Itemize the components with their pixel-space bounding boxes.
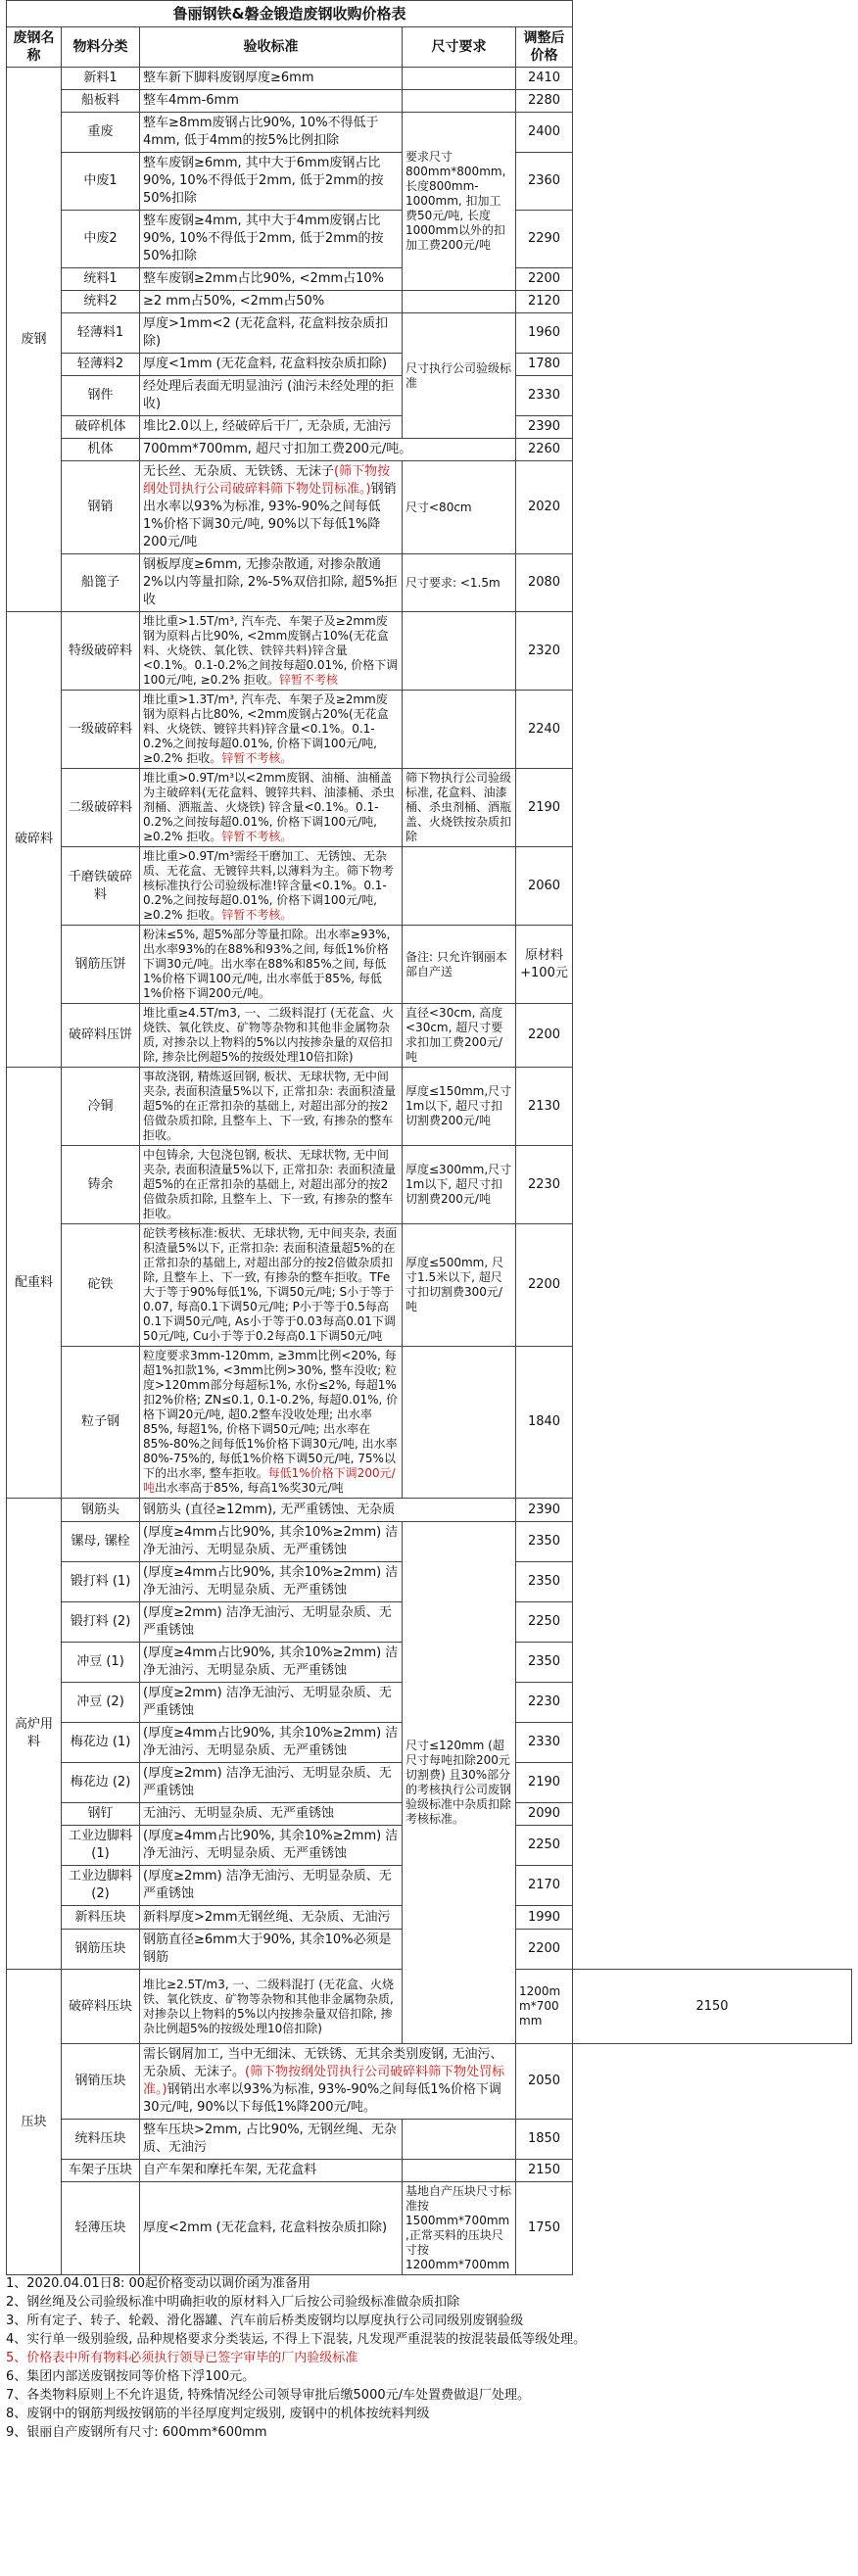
standard-text: 经处理后表面无明显油污 (油污未经处理的拒收) xyxy=(143,379,395,411)
standard-text: 700mm*700mm, 超尺寸扣加工费200元/吨。 xyxy=(143,442,412,456)
size-requirement: 1200mm*700mm xyxy=(516,1970,573,2044)
acceptance-standard xyxy=(140,2160,403,2182)
material-category: 一级破碎料 xyxy=(62,691,140,769)
material-category: 冲豆 (1) xyxy=(62,1643,140,1683)
acceptance-standard xyxy=(140,1347,403,1499)
material-category: 统料压块 xyxy=(62,2120,140,2160)
table-title: 鲁丽钢铁&磐金锻造废钢收购价格表 xyxy=(7,1,573,27)
table-row xyxy=(7,2044,852,2120)
material-category: 钢件 xyxy=(62,376,140,416)
table-row xyxy=(7,113,852,153)
adjusted-price: 2130 xyxy=(516,1068,573,1146)
standard-text: 堆比重>1.5T/m³, 汽车壳、车架子及≥2mm废钢为原料占比90%, <2mm废钢占10%(无花盒料、火烧铁、氧化铁、铁锌共料)锌含量<0.1%。0.1-0.2%之间按每超0.01%, 价格下调100元/吨, ≥0.2% 拒收。 xyxy=(143,614,399,687)
acceptance-standard xyxy=(140,1906,403,1930)
size-requirement: 尺寸<80cm xyxy=(403,461,516,554)
acceptance-standard xyxy=(140,113,403,153)
table-row xyxy=(7,439,852,461)
standard-text: 自产车架和摩托车架, 无花盒料 xyxy=(143,2163,317,2177)
material-category: 轻薄料1 xyxy=(62,313,140,354)
acceptance-standard xyxy=(140,2120,403,2160)
standard-text: (厚度≥2mm) 洁净无油污、无明显杂质、无严重锈蚀 xyxy=(143,1686,392,1718)
standard-text: 堆比重>0.9T/m³以<2mm废钢、油桶、油桶盖为主破碎料(无花盒料、镀锌共料、油漆桶、杀虫剂桶、洒瓶盖、火烧铁) 锌含量<0.1%。0.1-0.2%之间按每超0.01%, 价格下调100元/吨, ≥0.2% 拒收。 xyxy=(143,771,395,843)
material-category: 船板料 xyxy=(62,90,140,113)
adjusted-price: 1960 xyxy=(516,313,573,354)
acceptance-standard xyxy=(140,211,403,268)
group-name: 配重料 xyxy=(7,1068,62,1499)
standard-text: 粉沫≤5%, 超5%部分等量扣除。出水率≥93%, 出水率93%的在88%和93%之间, 每低1%价格下调30元/吨。出水率在88%和85%之间, 每低1%价格下调100元/吨, 出水率低于85%, 每低1%价格下调200元/吨。 xyxy=(143,928,391,1000)
standard-text: 整车废钢≥2mm占比90%, <2mm占10% xyxy=(143,271,385,286)
acceptance-standard xyxy=(140,313,403,354)
size-requirement xyxy=(403,2120,516,2160)
price-table xyxy=(6,0,852,2275)
acceptance-standard xyxy=(140,268,403,291)
adjusted-price: 2150 xyxy=(516,2160,573,2182)
standard-text: 事故浇钢, 精炼返回钢, 板状、无球状物, 无中间夹杂, 表面积渣量5%以下, 正常扣杂: 表面积渣量超5%的在正常扣杂的基础上, 对超出部分的按2倍做杂质扣除, 且整车上、下一致, 有掺杂的整车拒收。 xyxy=(143,1070,397,1142)
note-line: 8、废钢中的钢筋判级按钢筋的半径厚度判定级别, 废钢中的机体按统料判级 xyxy=(6,2407,430,2421)
acceptance-standard xyxy=(140,439,516,461)
adjusted-price: 2390 xyxy=(516,1499,573,1522)
acceptance-standard xyxy=(140,847,403,926)
material-category: 二级破碎料 xyxy=(62,769,140,847)
adjusted-price: 2200 xyxy=(516,268,573,291)
table-row xyxy=(7,1068,852,1146)
material-category: 破碎机体 xyxy=(62,416,140,439)
material-category: 千磨铁破碎料 xyxy=(62,847,140,926)
acceptance-standard xyxy=(140,461,403,554)
adjusted-price: 2090 xyxy=(516,1803,573,1826)
acceptance-standard xyxy=(140,1522,403,1562)
adjusted-price: 2230 xyxy=(516,1683,573,1723)
size-requirement xyxy=(403,1347,516,1499)
adjusted-price: 2200 xyxy=(516,1004,573,1068)
material-category: 工业边脚料 (1) xyxy=(62,1826,140,1866)
group-name: 破碎料 xyxy=(7,612,62,1068)
standard-text: 厚度<1mm (无花盒料, 花盒料按杂质扣除) xyxy=(143,357,388,371)
table-row xyxy=(7,926,852,1004)
table-row xyxy=(7,291,852,313)
note-line: 6、集团内部送废钢按同等价格下浮100元。 xyxy=(6,2369,256,2384)
standard-text: 厚度<2mm (无花盒料, 花盒料按杂质扣除) xyxy=(143,2220,388,2235)
adjusted-price: 2120 xyxy=(516,291,573,313)
standard-text: (厚度≥2mm) 洁净无油污、无明显杂质、无严重锈蚀 xyxy=(143,1869,392,1901)
note-line: 7、各类物料原则上不允许退货, 特殊情况经公司领导审批后缴5000元/车处置费做退厂处理。 xyxy=(6,2388,531,2403)
standard-extra: 钢销出水率以93%为标准, 93%-90%之间每低1%价格下调30元/吨, 90%以下每低1%降200元/吨 xyxy=(143,482,397,549)
acceptance-standard xyxy=(140,153,403,211)
acceptance-standard xyxy=(140,1763,403,1803)
acceptance-standard xyxy=(140,1930,403,1970)
material-category: 机体 xyxy=(62,439,140,461)
header-name: 废钢名称 xyxy=(7,27,62,68)
adjusted-price: 2280 xyxy=(516,90,573,113)
standard-warning: (筛下物按纲处罚执行公司破碎料筛下物处罚标准。) xyxy=(143,2065,505,2097)
material-category: 轻薄料2 xyxy=(62,354,140,376)
adjusted-price: 1780 xyxy=(516,354,573,376)
header-standard: 验收标准 xyxy=(140,27,403,68)
standard-warning: 锌暂不考核。 xyxy=(221,751,293,765)
material-category: 重废 xyxy=(62,113,140,153)
table-row xyxy=(7,1522,852,1562)
material-category: 中废1 xyxy=(62,153,140,211)
table-row xyxy=(7,612,852,691)
size-requirement: 备注: 只允许钢丽本部自产送 xyxy=(403,926,516,1004)
note-line: 2、钢丝绳及公司验级标准中明确拒收的原材料入厂后按公司验级标准做杂质扣除 xyxy=(6,2295,460,2310)
adjusted-price: 2400 xyxy=(516,113,573,153)
standard-text: 钢板厚度≥6mm, 无掺杂散通, 对掺杂散通2%以内等量扣除, 2%-5%双倍扣除, 超5%拒收 xyxy=(143,557,398,607)
adjusted-price: 2170 xyxy=(516,1866,573,1906)
standard-text: 整车压块>2mm, 占比90%, 无钢丝绳、无杂质、无油污 xyxy=(143,2123,397,2155)
acceptance-standard xyxy=(140,1068,403,1146)
size-requirement xyxy=(403,291,516,313)
standard-text: 中包铸余, 大包浇包钢, 板状、无球状物, 无中间夹杂, 表面积渣量5%以下, 正常扣杂: 表面积渣量超5%的在正常扣杂的基础上, 对超出部分的按2倍做杂质扣除, 且整车上、下一致, 有掺杂的整车拒收。 xyxy=(143,1148,397,1220)
material-category: 镙母, 镙栓 xyxy=(62,1522,140,1562)
size-requirement xyxy=(403,612,516,691)
adjusted-price: 2230 xyxy=(516,1146,573,1224)
acceptance-standard xyxy=(140,1643,403,1683)
standard-text: 钢筋头 (直径≥12mm), 无严重锈蚀、无杂质 xyxy=(143,1502,396,1517)
size-requirement: 要求尺寸800mm*800mm, 长度800mm-1000mm, 扣加工费50元/吨, 长度1000mm以外的扣加工费200元/吨 xyxy=(403,113,516,291)
acceptance-standard xyxy=(140,554,403,612)
standard-text: 粒度要求3mm-120mm, ≥3mm比例<20%, 每超1%扣款1%, <3mm比例>30%, 整车没收; 粒度>120mm部分每超标1%, 水份≤2%, 每超1%扣2%价格; ZN≤0.1, 0.1-0.2%, 每超0.01%, 价格下调20元/吨, 超0.2整车没收处理; 出水率85%, 每超1%, 价格下调50元/吨; 出水率在85%-80%之间每低1%价格下调30元/吨, 出水率80%-75%的, 每低1%价格下调50元/吨, 75%以下的出水率, 整车拒收。 xyxy=(143,1349,399,1480)
group-name: 高炉用料 xyxy=(7,1499,62,1970)
adjusted-price: 2360 xyxy=(516,153,573,211)
adjusted-price: 2190 xyxy=(516,1763,573,1803)
standard-text: 整车废钢≥6mm, 其中大于6mm废钢占比90%, 10%不得低于2mm, 低于2mm的按50%扣除 xyxy=(143,156,384,206)
adjusted-price: 1750 xyxy=(516,2182,573,2275)
adjusted-price: 2200 xyxy=(516,1224,573,1347)
standard-text: ≥2 mm占50%, <2mm占50% xyxy=(143,294,325,309)
standard-text: 砣铁考核标准:板状、无球状物, 无中间夹杂, 表面积渣量5%以下, 正常扣杂: 表面积渣量超5%的在正常扣杂的基础上, 对超出部分的按2倍做杂质扣除, 且整车上、下一致, 有掺杂的整车拒收。TFe大于等于90%每低1%, 下调50元/吨; S小于等于0.07, 每高0.1下调50元/吨; P小于等于0.5每高0.1下调50元/吨, As小于等于0.03每高0.01下调50元/吨, Cu小于等于0.2每高0.1下调50元/吨 xyxy=(143,1226,398,1343)
material-category: 冲豆 (2) xyxy=(62,1683,140,1723)
standard-text: 整车新下脚料废钢厚度≥6mm xyxy=(143,71,314,85)
standard-extra: 钢销出水率以93%为标准, 93%-90%之间每低1%价格下调30元/吨, 90%以下每低1%降200元/吨。 xyxy=(143,2082,501,2115)
standard-text: 堆比重≥4.5T/m3, 一、二级料混打 (无花盒、火烧铁、氧化铁皮、矿物等杂物和其他非金属物杂质, 对掺杂以上物料的5%以内按掺杂量的双倍扣除, 掺杂比例超5%的按级处理10倍扣除) xyxy=(143,1006,394,1064)
standard-text: 整车4mm-6mm xyxy=(143,93,239,108)
standard-warning: (筛下物按纲处罚执行公司破碎料筛下物处罚标准。) xyxy=(143,464,391,497)
material-category: 钢销压块 xyxy=(62,2044,140,2120)
header-price: 调整后价格 xyxy=(516,27,573,68)
acceptance-standard xyxy=(140,416,403,439)
material-category: 钢筋压饼 xyxy=(62,926,140,1004)
material-category: 中废2 xyxy=(62,211,140,268)
adjusted-price: 2320 xyxy=(516,612,573,691)
note-line: 9、银丽自产废钢所有尺寸: 600mm*600mm xyxy=(6,2425,267,2440)
acceptance-standard xyxy=(140,1723,403,1763)
standard-text: 无长丝、无杂质、无铁锈、无沫子 xyxy=(143,464,335,479)
material-category: 轻薄压块 xyxy=(62,2182,140,2275)
table-body xyxy=(7,68,852,2275)
note-line: 3、所有定子、转子、轮毂、滑化器罐、汽车前后桥类废钢均以厚度执行公司同级别废钢验级 xyxy=(6,2314,524,2328)
acceptance-standard xyxy=(140,291,403,313)
standard-text: (厚度≥4mm占比90%, 其余10%≥2mm) 洁净无油污、无明显杂质、无严重锈蚀 xyxy=(143,1646,399,1678)
standard-text: (厚度≥4mm占比90%, 其余10%≥2mm) 洁净无油污、无明显杂质、无严重锈蚀 xyxy=(143,1726,399,1758)
table-row xyxy=(7,2120,852,2160)
table-row xyxy=(7,847,852,926)
acceptance-standard xyxy=(140,2044,516,2120)
adjusted-price: 1850 xyxy=(516,2120,573,2160)
standard-text: (厚度≥4mm占比90%, 其余10%≥2mm) 洁净无油污、无明显杂质、无严重锈蚀 xyxy=(143,1525,399,1557)
table-row xyxy=(7,2160,852,2182)
adjusted-price: 2260 xyxy=(516,439,573,461)
adjusted-price: 2390 xyxy=(516,416,573,439)
header-category: 物料分类 xyxy=(62,27,140,68)
standard-text: 堆比重>1.3T/m³, 汽车壳、车架子及≥2mm废钢为原料占比80%, <2mm废钢占20%(无花盒料、火烧铁、镀锌共料)锌含量<0.1%。0.1-0.2%之间按每超0.01%, 价格下调100元/吨, ≥0.2% 拒收。 xyxy=(143,692,389,765)
material-category: 粒子钢 xyxy=(62,1347,140,1499)
adjusted-price: 2330 xyxy=(516,1723,573,1763)
adjusted-price: 2350 xyxy=(516,1522,573,1562)
standard-text: (厚度≥4mm占比90%, 其余10%≥2mm) 洁净无油污、无明显杂质、无严重锈蚀 xyxy=(143,1829,399,1861)
material-category: 新料压块 xyxy=(62,1906,140,1930)
standard-warning: 每低1%价格下调200元/吨 xyxy=(143,1466,396,1495)
standard-text: 整车≥8mm废钢占比90%, 10%不得低于4mm, 低于4mm的按5%比例扣除 xyxy=(143,116,379,148)
adjusted-price: 2350 xyxy=(516,1643,573,1683)
acceptance-standard xyxy=(140,1224,403,1347)
material-category: 钢筋压块 xyxy=(62,1930,140,1970)
table-row xyxy=(7,313,852,354)
standard-text: 堆比2.0以上, 经破碎后干厂, 无杂质, 无油污 xyxy=(143,419,392,434)
table-row xyxy=(7,691,852,769)
table-row xyxy=(7,1004,852,1068)
note-line: 5、价格表中所有物料必须执行领导已签字审毕的厂内验级标准 xyxy=(6,2351,358,2365)
acceptance-standard xyxy=(140,1803,403,1826)
acceptance-standard xyxy=(140,2182,403,2275)
material-category: 钢筋头 xyxy=(62,1499,140,1522)
acceptance-standard xyxy=(140,1683,403,1723)
acceptance-standard xyxy=(140,1146,403,1224)
size-requirement: 尺寸要求: <1.5m xyxy=(403,554,516,612)
acceptance-standard xyxy=(140,1970,403,2044)
material-category: 砣铁 xyxy=(62,1224,140,1347)
note-line: 4、实行单一级别验级, 品种规格要求分类装运, 不得上下混装, 凡发现严重混装的按混装最低等级处理。 xyxy=(6,2332,587,2347)
material-category: 破碎料压饼 xyxy=(62,1004,140,1068)
standard-text: 钢筋直径≥6mm大于90%, 其余10%必须是钢筋 xyxy=(143,1932,392,1965)
size-requirement: 厚度≤300mm,尺寸1m以下, 超尺寸扣切割费200元/吨 xyxy=(403,1146,516,1224)
material-category: 梅花边 (1) xyxy=(62,1723,140,1763)
adjusted-price: 2050 xyxy=(516,2044,573,2120)
adjusted-price: 1840 xyxy=(516,1347,573,1499)
group-name: 压块 xyxy=(7,1970,62,2275)
adjusted-price: 2250 xyxy=(516,1826,573,1866)
size-requirement: 基地自产压块尺寸标准按1500mm*700mm,正常买料的压块尺寸按1200mm*700mm xyxy=(403,2182,516,2275)
size-requirement: 尺寸执行公司验级标准 xyxy=(403,313,516,439)
material-category: 钢销 xyxy=(62,461,140,554)
adjusted-price: 2150 xyxy=(573,1970,852,2044)
table-row xyxy=(7,1347,852,1499)
size-requirement xyxy=(403,68,516,90)
note-line: 1、2020.04.01日8: 00起价格变动以调价函为准备用 xyxy=(6,2276,311,2291)
standard-text: (厚度≥2mm) 洁净无油污、无明显杂质、无严重锈蚀 xyxy=(143,1766,392,1798)
standard-text: 堆比≥2.5T/m3, 一、二级料混打 (无花盒、火烧铁、氧化铁皮、矿物等杂物和其他非金属物杂质, 对掺杂以上物料的5%以内按掺杂量双倍扣除, 掺杂比例超5%的按级处理10倍扣除) xyxy=(143,1977,394,2035)
table-row xyxy=(7,554,852,612)
acceptance-standard xyxy=(140,1562,403,1602)
adjusted-price: 2250 xyxy=(516,1602,573,1643)
table-row xyxy=(7,769,852,847)
acceptance-standard xyxy=(140,1866,403,1906)
adjusted-price: 2060 xyxy=(516,847,573,926)
size-requirement: 尺寸≤120mm (超尺寸每吨扣除200元切割费) 且30%部分的考核执行公司废钢验级标准中杂质扣除考核标准。 xyxy=(403,1522,516,2044)
material-category: 工业边脚料 (2) xyxy=(62,1866,140,1906)
material-category: 新料1 xyxy=(62,68,140,90)
acceptance-standard xyxy=(140,691,403,769)
adjusted-price: 1990 xyxy=(516,1906,573,1930)
material-category: 船篦子 xyxy=(62,554,140,612)
header-size: 尺寸要求 xyxy=(403,27,516,68)
acceptance-standard xyxy=(140,1499,516,1522)
standard-text: (厚度≥2mm) 洁净无油污、无明显杂质、无严重锈蚀 xyxy=(143,1605,392,1638)
acceptance-standard xyxy=(140,354,403,376)
acceptance-standard xyxy=(140,1004,403,1068)
acceptance-standard xyxy=(140,1602,403,1643)
standard-text: 需长钢屑加工, 当中无细沫、无铁锈、无其余类别废钢, 无油污、无杂质、无沫子。 xyxy=(143,2047,503,2079)
adjusted-price: 2410 xyxy=(516,68,573,90)
size-requirement: 筛下物执行公司验级标准, 花盒料、油漆桶、杀虫剂桶、酒瓶盖、火烧铁按杂质扣除 xyxy=(403,769,516,847)
size-requirement xyxy=(403,691,516,769)
table-row xyxy=(7,1146,852,1224)
standard-warning: 锌暂不考核。 xyxy=(221,830,293,843)
standard-text: 无油污、无明显杂质、无严重锈蚀 xyxy=(143,1806,335,1821)
material-category: 车架子压块 xyxy=(62,2160,140,2182)
material-category: 锻打料 (1) xyxy=(62,1562,140,1602)
adjusted-price: 2020 xyxy=(516,461,573,554)
acceptance-standard xyxy=(140,926,403,1004)
table-row xyxy=(7,90,852,113)
group-name: 废钢 xyxy=(7,68,62,612)
table-row xyxy=(7,461,852,554)
adjusted-price: 2290 xyxy=(516,211,573,268)
standard-text: 整车废钢≥4mm, 其中大于4mm废钢占比90%, 10%不得低于2mm, 低于2mm的按50%扣除 xyxy=(143,214,384,263)
size-requirement: 直径<30cm, 高度<30cm, 超尺寸要求扣加工费200元/吨 xyxy=(403,1004,516,1068)
material-category: 锻打料 (2) xyxy=(62,1602,140,1643)
adjusted-price: 2200 xyxy=(516,1930,573,1970)
material-category: 钢钉 xyxy=(62,1803,140,1826)
notes-block xyxy=(6,2275,852,2443)
acceptance-standard xyxy=(140,90,403,113)
table-row xyxy=(7,68,852,90)
adjusted-price: 原材料+100元 xyxy=(516,926,573,1004)
adjusted-price: 2350 xyxy=(516,1562,573,1602)
table-row xyxy=(7,2182,852,2275)
material-category: 特级破碎料 xyxy=(62,612,140,691)
standard-text: 厚度>1mm<2 (无花盒料, 花盒料按杂质扣除) xyxy=(143,316,389,349)
size-requirement xyxy=(403,847,516,926)
size-requirement xyxy=(403,2160,516,2182)
material-category: 梅花边 (2) xyxy=(62,1763,140,1803)
standard-warning: 锌暂不考核。 xyxy=(221,908,293,922)
standard-extra: 出水率高于85%, 每高1%奖30元/吨 xyxy=(155,1481,344,1495)
material-category: 统料2 xyxy=(62,291,140,313)
acceptance-standard xyxy=(140,376,403,416)
size-requirement: 厚度≤150mm,尺寸1m以下, 超尺寸扣切割费200元/吨 xyxy=(403,1068,516,1146)
standard-text: 堆比重>0.9T/m³需经干磨加工、无锈蚀、无杂质、无花盒、无镀锌共料,以薄料为主。筛下物考核标准执行公司验级标准!锌含量<0.1%。0.1-0.2%之间按每超0.01%, 价格下调100元/吨, ≥0.2% 拒收。 xyxy=(143,849,394,922)
adjusted-price: 2080 xyxy=(516,554,573,612)
acceptance-standard xyxy=(140,612,403,691)
adjusted-price: 2330 xyxy=(516,376,573,416)
acceptance-standard xyxy=(140,1826,403,1866)
standard-text: (厚度≥4mm占比90%, 其余10%≥2mm) 洁净无油污、无明显杂质、无严重锈蚀 xyxy=(143,1565,399,1598)
material-category: 铸余 xyxy=(62,1146,140,1224)
material-category: 冷铜 xyxy=(62,1068,140,1146)
acceptance-standard xyxy=(140,769,403,847)
material-category: 统料1 xyxy=(62,268,140,291)
standard-text: 新料厚度>2mm无钢丝绳、无杂质、无油污 xyxy=(143,1909,391,1925)
standard-warning: 锌暂不考核 xyxy=(278,673,338,687)
adjusted-price: 2190 xyxy=(516,769,573,847)
size-requirement: 厚度≤500mm, 尺寸1.5米以下, 超尺寸扣切割费300元/吨 xyxy=(403,1224,516,1347)
acceptance-standard xyxy=(140,68,403,90)
size-requirement xyxy=(403,90,516,113)
material-category: 破碎料压块 xyxy=(62,1970,140,2044)
table-row xyxy=(7,1499,852,1522)
table-row xyxy=(7,1224,852,1347)
adjusted-price: 2240 xyxy=(516,691,573,769)
